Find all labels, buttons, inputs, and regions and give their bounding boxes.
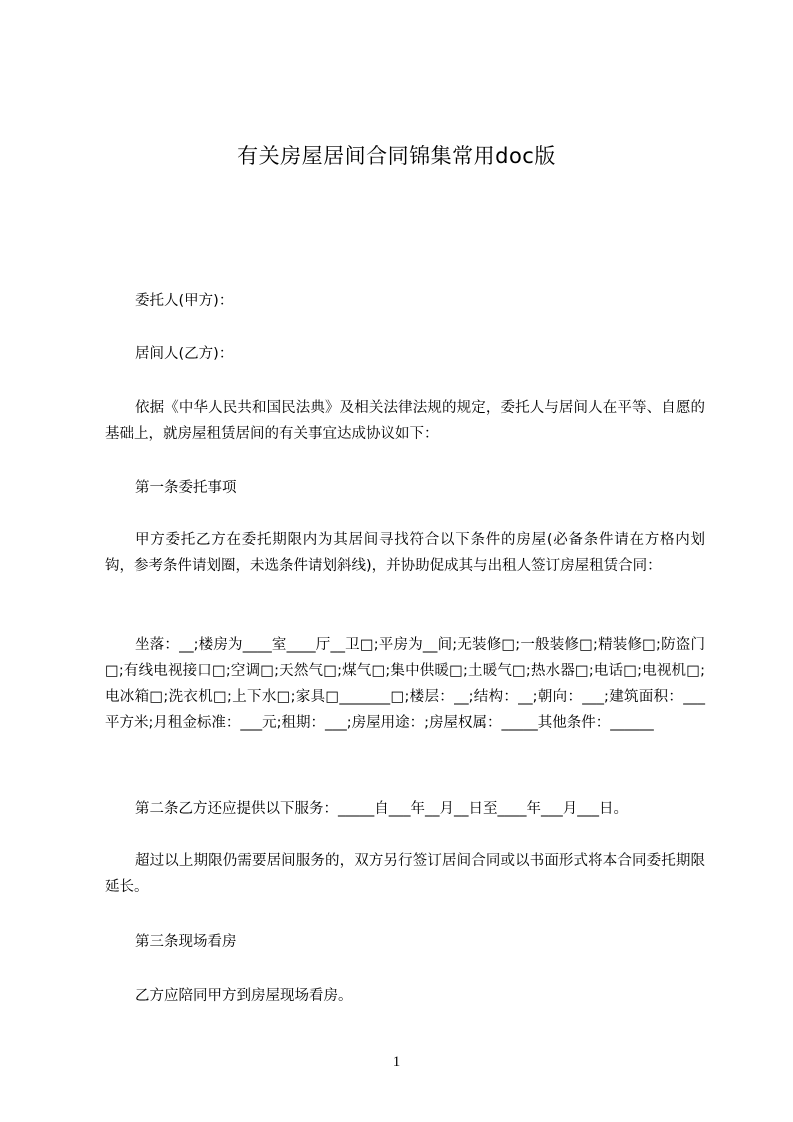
paragraph-article-3: 乙方应陪同甲方到房屋现场看房。 xyxy=(135,988,353,1004)
document-title: 有关房屋居间合同锦集常用doc版 xyxy=(237,144,556,168)
paragraph-conditions: 坐落：__;楼房为____室____厅__卫□;平房为__间;无装修□;一般装修□;精装修□;防盗门□;有线电视接口□;空调□;天然气□;煤气□;集中供暖□;土暖气□;热水器□;电话□;电视机□;电冰箱□;洗衣机□;上下水□;家具□_______□;楼层：__;结构：__;朝向：___;建筑面积：___平方米;月租金标准：___元;租期：___;房屋用途：;房屋权属：_____其他条件：______ xyxy=(105,637,705,731)
paragraph-article-1: 甲方委托乙方在委托期限内为其居间寻找符合以下条件的房屋(必备条件请在方格内划钩，参考条件请划圈，未选条件请划斜线)，并协助促成其与出租人签订房屋租赁合同： xyxy=(105,532,705,574)
paragraph-article-2-extension: 超过以上期限仍需要居间服务的，双方另行签订居间合同或以书面形式将本合同委托期限延长。 xyxy=(105,853,705,895)
heading-article-1: 第一条委托事项 xyxy=(135,480,237,496)
heading-article-2: 第二条乙方还应提供以下服务：_____自___年__月__日至____年___月___日。 xyxy=(135,801,628,817)
heading-article-3: 第三条现场看房 xyxy=(135,934,237,950)
paragraph-preamble: 依据《中华人民共和国民法典》及相关法律法规的规定，委托人与居间人在平等、自愿的基础上，就房屋租赁居间的有关事宜达成协议如下： xyxy=(105,400,705,442)
paragraph-broker: 居间人(乙方)： xyxy=(135,346,234,362)
page-number: 1 xyxy=(392,1054,401,1070)
paragraph-client: 委托人(甲方)： xyxy=(135,293,234,309)
